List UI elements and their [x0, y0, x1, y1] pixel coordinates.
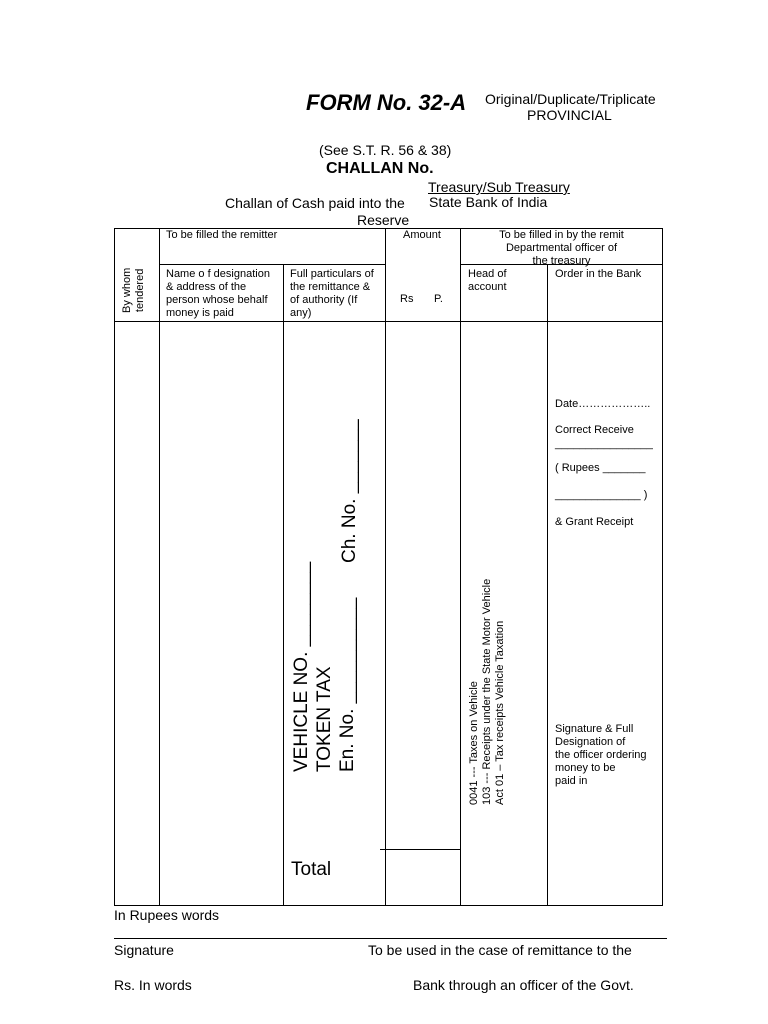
remittance-note: To be used in the case of remittance to the — [368, 942, 632, 958]
rupees-field: ( Rupees _______ — [555, 462, 646, 474]
token-tax-label: TOKEN TAX — [314, 666, 335, 772]
total-label: Total — [291, 859, 332, 880]
table-right-border — [662, 228, 663, 906]
challan-number-label: CHALLAN No. — [326, 160, 434, 177]
col-line-5 — [547, 264, 548, 906]
state-bank-label: State Bank of India — [429, 194, 548, 210]
correct-receive-line: ________________ — [555, 438, 653, 450]
en-no-field: En. No. __________ — [337, 597, 358, 772]
copy-type: Original/Duplicate/Triplicate — [485, 91, 656, 107]
name-designation-header: Name o f designation & address of the person whose behalf money is paid — [166, 268, 270, 319]
ch-no-field: Ch. No. _______ — [339, 419, 360, 563]
rs-in-words-label: Rs. In words — [114, 977, 192, 993]
col-line-2 — [283, 264, 284, 906]
challan-of-cash-label: Challan of Cash paid into the — [225, 195, 405, 211]
bank-through-note: Bank through an officer of the Govt. — [413, 977, 634, 993]
col-line-1 — [159, 228, 160, 906]
amount-header: Amount — [403, 229, 441, 241]
dept-header: To be filled in by the remit Departmental officer of the treasury — [499, 229, 624, 267]
date-field: Date……………….. — [555, 398, 651, 410]
provincial-label: PROVINCIAL — [527, 107, 612, 123]
remitter-subheader-line — [159, 264, 385, 265]
grant-receipt-label: & Grant Receipt — [555, 516, 634, 528]
correct-receive-label: Correct Receive — [555, 424, 634, 436]
signature-label: Signature — [114, 942, 174, 958]
particulars-header: Full particulars of the remittance & of authority (If any) — [290, 268, 374, 319]
table-bottom-border — [114, 905, 663, 906]
paise-label: P. — [434, 293, 443, 305]
in-rupees-words-label: In Rupees words — [114, 907, 220, 923]
rule-reference: (See S.T. R. 56 & 38) — [319, 142, 452, 158]
total-line — [380, 849, 460, 850]
rs-label: Rs — [400, 293, 414, 305]
head-of-account-codes: 0041 --- Taxes on Vehicle 103 --- Receipts under the State Motor Vehicle Act 01 – Tax receipts Vehicle Taxation — [468, 578, 506, 805]
header-separator — [114, 321, 663, 322]
col-line-4 — [460, 228, 461, 906]
officer-signature-block: Signature & Full Designation of the officer ordering money to be paid in — [555, 723, 647, 787]
remitter-header: To be filled the remitter — [166, 229, 278, 241]
col-line-3 — [385, 228, 386, 906]
vehicle-details — [290, 562, 359, 772]
treasury-label: Treasury/Sub Treasury — [428, 179, 570, 195]
footer-separator — [114, 938, 667, 939]
order-in-bank-header: Order in the Bank — [555, 268, 642, 280]
rupees-line: ______________ ) — [555, 489, 648, 501]
table-left-border — [114, 228, 115, 906]
reserve-label: Reserve — [357, 212, 410, 228]
head-of-account-header: Head of account — [468, 268, 507, 293]
by-whom-tendered-label: By whom tendered — [121, 267, 146, 313]
vehicle-no-field: VEHICLE NO. ________ — [291, 561, 312, 772]
form-title: FORM No. 32-A — [306, 90, 467, 115]
